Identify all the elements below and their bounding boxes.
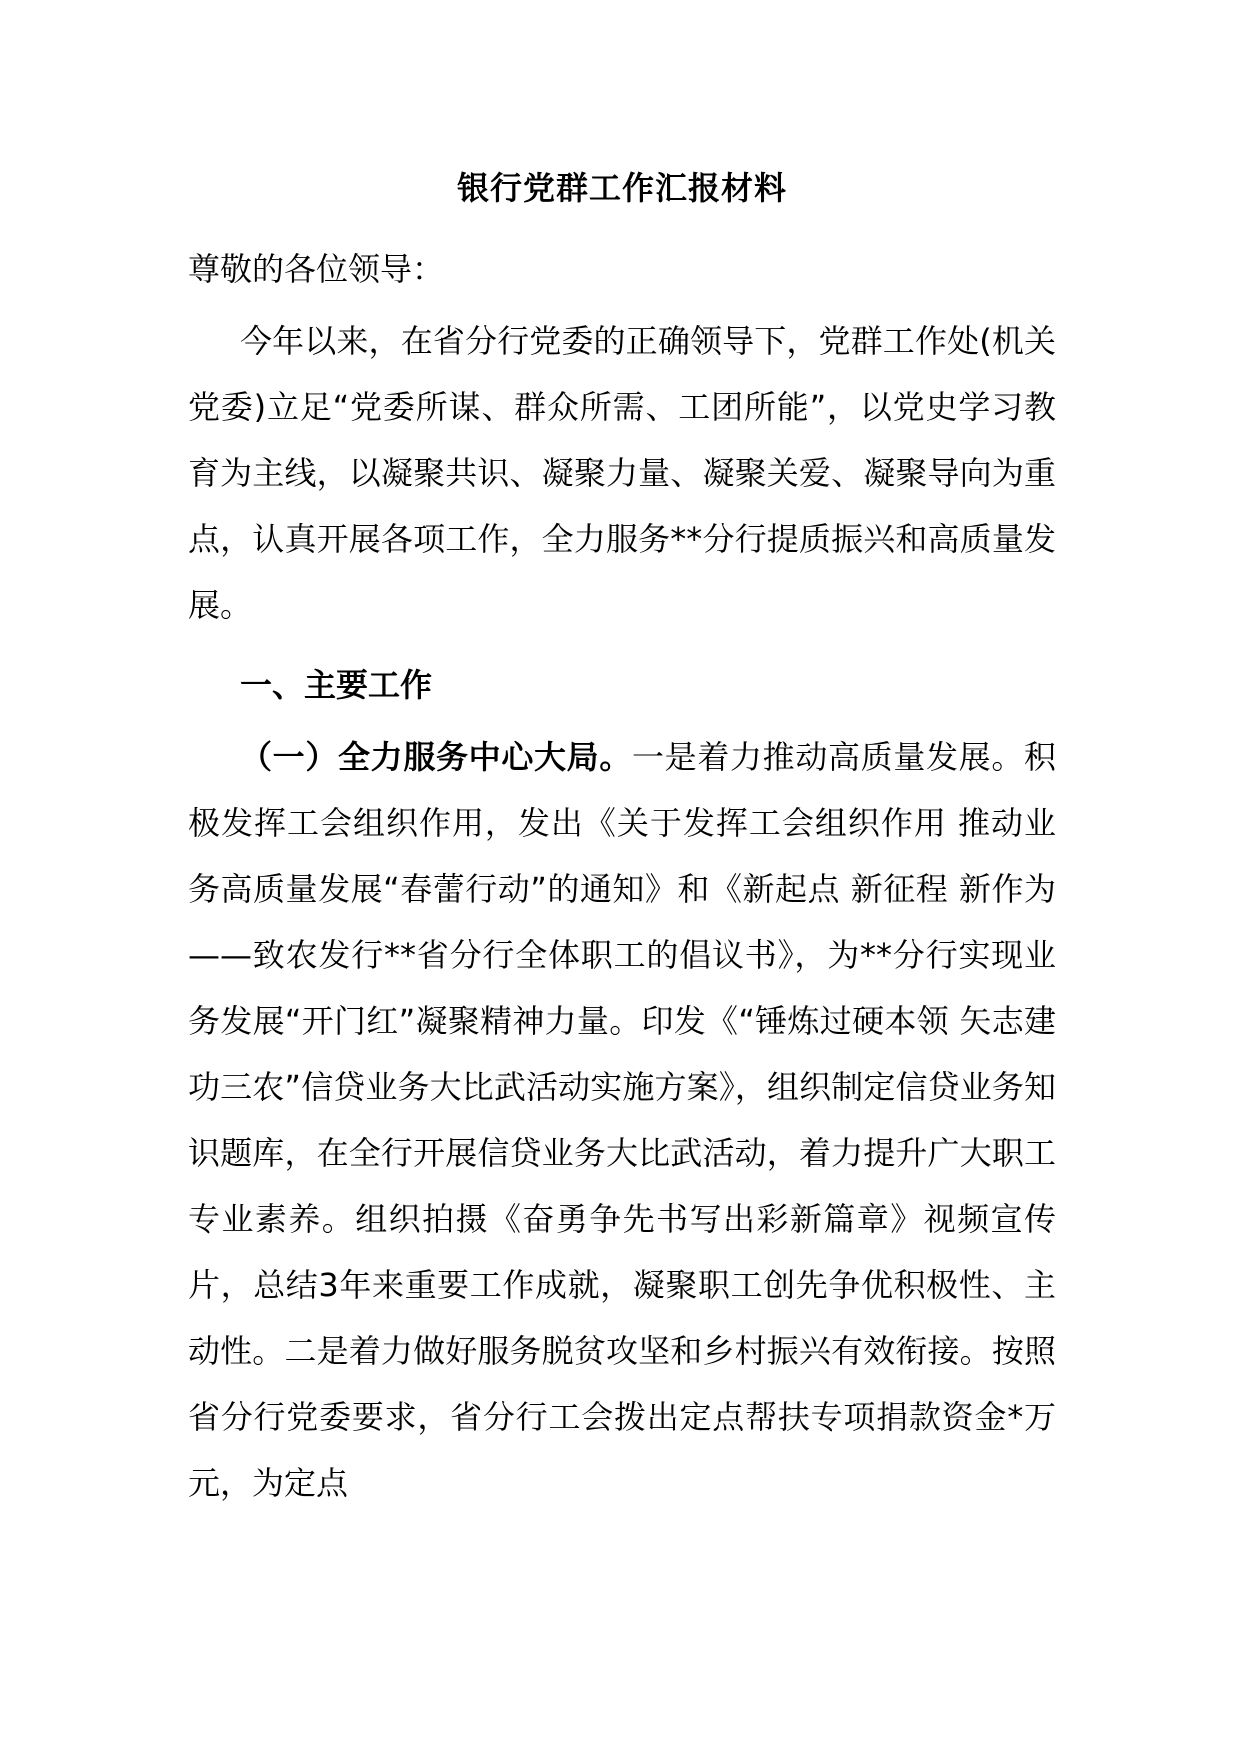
document-body <box>188 150 1056 1516</box>
section-heading-main-work: 一、主要工作 <box>240 666 433 704</box>
document-title: 银行党群工作汇报材料 <box>456 169 787 207</box>
spacer <box>188 638 1056 652</box>
spacer <box>188 226 1056 236</box>
intro-paragraph: 今年以来，在省分行党委的正确领导下，党群工作处(机关党委)立足“党委所谋、群众所需、工团所能”，以党史学习教育为主线，以凝聚共识、凝聚力量、凝聚关爱、凝聚导向为重点，认真开展各项工作，全力服务**分行提质振兴和高质量发展。 <box>188 322 1056 624</box>
salutation: 尊敬的各位领导： <box>188 250 445 288</box>
subsection-body: 一是着力推动高质量发展。积极发挥工会组织作用，发出《关于发挥工会组织作用 推动业务高质量发展“春蕾行动”的通知》和《新起点 新征程 新作为——致农发行**省分行全体职工的倡议书》，为**分行实现业务发展“开门红”凝聚精神力量。印发《“锤炼过硬本领 矢志建功三农”信贷业务大比武活动实施方案》，组织制定信贷业务知识题库，在全行开展信贷业务大比武活动，着力提升广大职工专业素养。组织拍摄《奋勇争先书写出彩新篇章》视频宣传片，总结3年来重要工作成就，凝聚职工创先争优积极性、主动性。二是着力做好服务脱贫攻坚和乡村振兴有效衔接。按照省分行党委要求，省分行工会拨出定点帮扶专项捐款资金*万元，为定点 <box>188 738 1056 1502</box>
subsection-paragraph <box>188 724 1056 1516</box>
subsection-heading: （一）全力服务中心大局。 <box>240 738 632 776</box>
